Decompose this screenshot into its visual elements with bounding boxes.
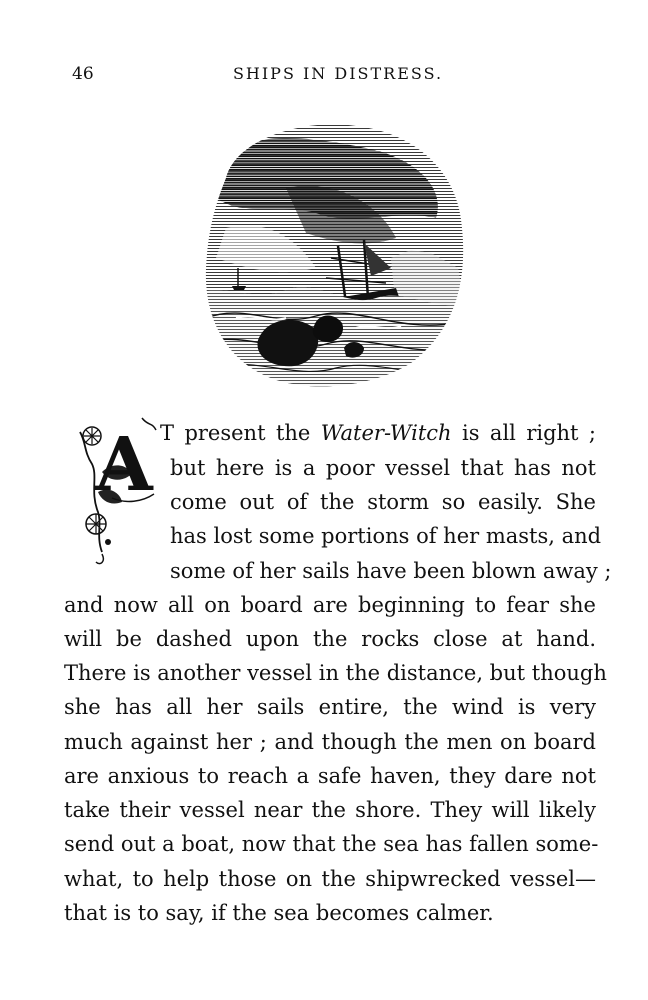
text-line: much against her ; and though the men on board (64, 730, 596, 754)
text-line: are anxious to reach a safe haven, they dare not (64, 764, 596, 788)
text-line: but here is a poor vessel that has not (170, 456, 596, 480)
drop-cap-letter: A (95, 422, 153, 508)
text-line: some of her sails have been blown away ; (170, 559, 612, 583)
text-line: has lost some portions of her masts, and (170, 524, 602, 548)
text-line (160, 420, 596, 446)
text-line: what, to help those on the shipwrecked vessel— (64, 867, 596, 891)
text-run: T present the (160, 421, 321, 445)
page-number: 46 (72, 64, 94, 84)
running-head: SHIPS IN DISTRESS. (232, 64, 444, 83)
text-line: and now all on board are beginning to fear she (64, 593, 596, 617)
text-line: will be dashed upon the rocks close at hand. (64, 627, 596, 651)
text-line: take their vessel near the shore. They will likely (64, 798, 596, 822)
text-line: she has all her sails entire, the wind is very (64, 695, 596, 719)
text-line: send out a boat, now that the sea has fallen some- (64, 832, 599, 856)
italic-ship-name: Water-Witch (320, 421, 452, 445)
ship-in-storm-illustration (196, 118, 472, 394)
text-line: There is another vessel in the distance, but though (64, 661, 607, 685)
text-run: is all right ; (451, 421, 596, 445)
text-line: that is to say, if the sea becomes calmer. (64, 901, 494, 925)
text-line: come out of the storm so easily. She (170, 490, 596, 514)
decorative-drop-cap-a (72, 412, 164, 568)
